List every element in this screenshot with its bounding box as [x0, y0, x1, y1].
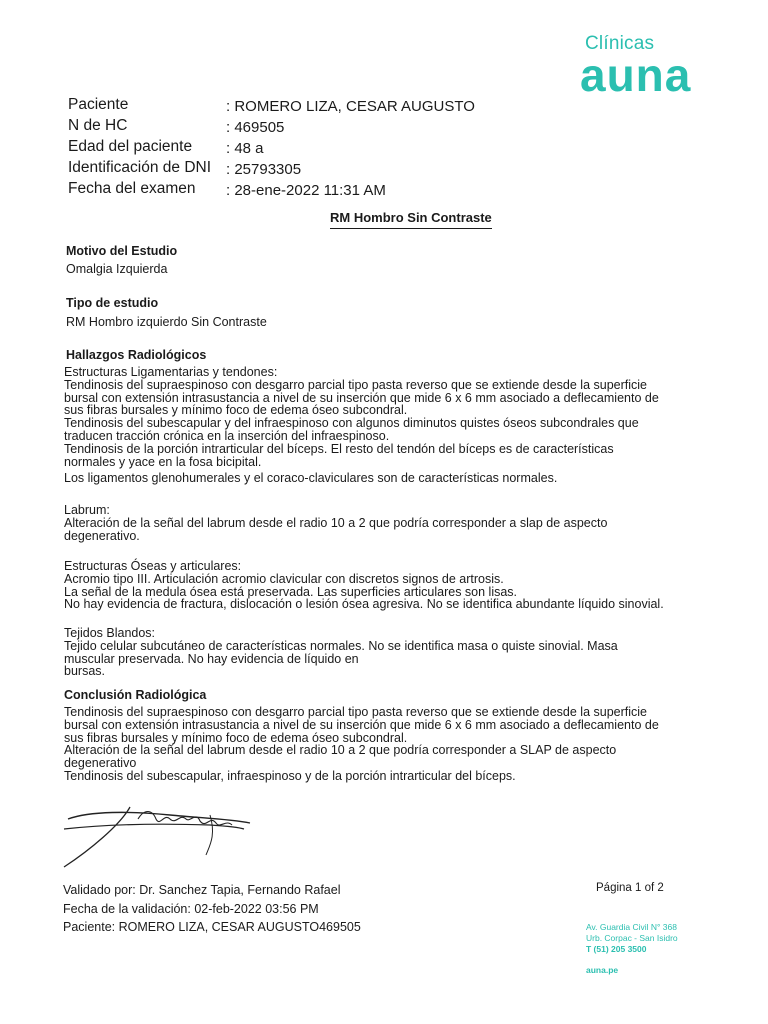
text-line: Labrum:: [64, 503, 110, 517]
text-line: Tejido celular subcutáneo de características normales. No se identifica masa o quiste sinovial. Masa: [64, 638, 618, 653]
motivo-text: Omalgia Izquierda: [66, 262, 168, 276]
hallazgos-tejidos-block: [64, 627, 688, 678]
text-line: Tejidos Blandos:: [64, 626, 156, 640]
text-line: Los ligamentos glenohumerales y el coraco-claviculares son de características normales.: [64, 471, 558, 486]
text-line: Tendinosis del supraespinoso con desgarro parcial tipo pasta reverso que se extiende desde la superficie: [64, 705, 647, 719]
motivo-heading: Motivo del Estudio: [66, 244, 178, 258]
text-line: normales y yace en la fosa bicipital.: [64, 454, 262, 469]
website-link[interactable]: auna.pe: [586, 965, 619, 975]
text-line: degenerativo: [64, 756, 137, 771]
header-value-edad: : 48 a: [226, 140, 264, 157]
footer-paciente: Paciente: ROMERO LIZA, CESAR AUGUSTO469505: [63, 920, 361, 934]
logo-clinicas-text: Clínicas: [585, 33, 655, 54]
header-value-hc: : 469505: [226, 119, 285, 136]
footer-fecha-validacion: Fecha de la validación: 02-feb-2022 03:56 PM: [63, 902, 319, 916]
text-line: traducen tracción crónica en la inserción del infraespinoso.: [64, 428, 390, 443]
hallazgos-oseas-block: [64, 560, 688, 611]
header-value-paciente: : ROMERO LIZA, CESAR AUGUSTO: [226, 98, 475, 115]
header-value-dni: : 25793305: [226, 161, 302, 178]
signature-image: [60, 805, 260, 873]
text-line: sus fibras bursales y mínimo foco de edema óseo subcondral.: [64, 730, 408, 745]
header-label-fecha: Fecha del examen: [68, 180, 196, 197]
text-line: bursas.: [64, 664, 105, 679]
text-line: Estructuras Ligamentarias y tendones:: [64, 365, 278, 379]
hallazgos-ligamentos-block: [64, 366, 688, 485]
page-number: Página 1 of 2: [596, 882, 664, 894]
footer-validado: Validado por: Dr. Sanchez Tapia, Fernando Rafael: [63, 883, 341, 897]
text-line: degenerativo.: [64, 528, 140, 543]
text-line: Alteración de la señal del labrum desde el radio 10 a 2 que podría corresponder a slap de aspecto: [64, 515, 608, 530]
text-line: Tendinosis de la porción intrarticular del bíceps. El resto del tendón del bíceps es de características: [64, 441, 614, 456]
header-label-hc: N de HC: [68, 117, 128, 134]
text-line: Alteración de la señal del labrum desde el radio 10 a 2 que podría corresponder a SLAP de aspecto: [64, 743, 617, 758]
report-title: RM Hombro Sin Contraste: [330, 210, 492, 229]
logo-auna-wordmark: auna: [580, 49, 692, 101]
text-line: Tendinosis del subescapular, infraespinoso y de la porción intrarticular del bíceps.: [64, 768, 516, 783]
header-label-edad: Edad del paciente: [68, 138, 193, 155]
text-line: Estructuras Óseas y articulares:: [64, 559, 242, 573]
tipo-heading: Tipo de estudio: [66, 296, 159, 310]
text-line: bursal con extensión intrasustancia a nivel de su inserción que mide 6 x 6 mm asociado a deflecamiento de: [64, 390, 659, 405]
conclusion-heading: Conclusión Radiológica: [64, 688, 207, 702]
header-label-dni: Identificación de DNI: [68, 159, 212, 176]
hallazgos-labrum-block: [64, 504, 688, 542]
text-line: Acromio tipo III. Articulación acromio clavicular con discretos signos de artrosis.: [64, 571, 504, 586]
address-phone: T (51) 205 3500: [586, 944, 647, 954]
text-line: Tendinosis del subescapular y del infraespinoso con algunos diminutos quistes óseos subcondrales que: [64, 416, 639, 431]
address-line-2: Urb. Corpac - San Isidro: [586, 933, 678, 943]
address-line-1: Av. Guardia Civil N° 368: [586, 922, 677, 932]
text-line: No hay evidencia de fractura, dislocación o lesión ósea agresiva. No se identifica abundante líquido sinovial.: [64, 597, 664, 612]
conclusion-block: [64, 706, 688, 783]
tipo-text: RM Hombro izquierdo Sin Contraste: [66, 315, 267, 329]
hallazgos-heading: Hallazgos Radiológicos: [66, 348, 207, 362]
text-line: Tendinosis del supraespinoso con desgarro parcial tipo pasta reverso que se extiende desde la superficie: [64, 377, 647, 392]
header-label-paciente: Paciente: [68, 96, 129, 113]
text-line: muscular preservada. No hay evidencia de líquido en: [64, 651, 359, 666]
text-line: La señal de la medula ósea está preservada. Las superficies articulares son lisas.: [64, 584, 518, 599]
header-value-fecha: : 28-ene-2022 11:31 AM: [226, 182, 386, 199]
text-line: bursal con extensión intrasustancia a nivel de su inserción que mide 6 x 6 mm asociado a deflecamiento de: [64, 717, 659, 732]
text-line: sus fibras bursales y mínimo foco de edema óseo subcondral.: [64, 403, 408, 418]
